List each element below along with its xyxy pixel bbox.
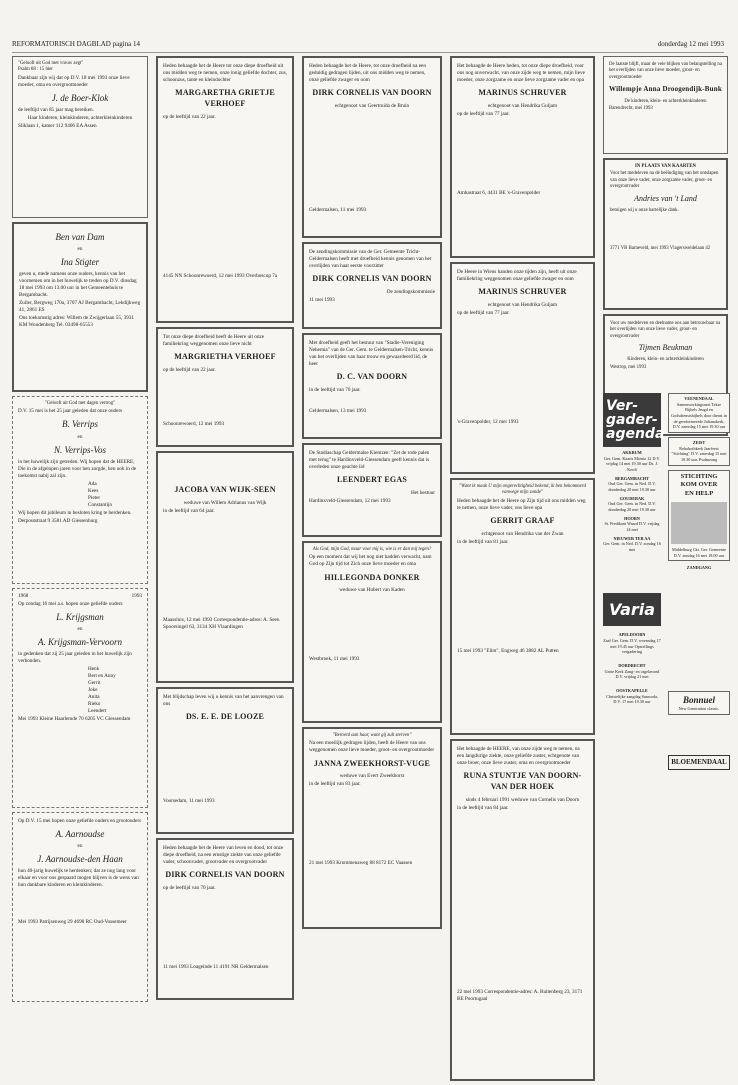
intro: Met blijdschap leven wij u kennis van het aanvrengen van ons xyxy=(163,694,284,708)
zandgang-heading: ZANDGANG xyxy=(686,565,712,571)
zeist-notice xyxy=(668,437,730,466)
notice-hillegonda-donker xyxy=(302,541,442,723)
notice-van-doorn-1 xyxy=(302,56,442,238)
name: Andries van 't Land xyxy=(634,193,697,203)
agenda-item xyxy=(603,476,661,493)
age: op de leeftijd van 77 jaar. xyxy=(457,309,510,316)
stichting-title-3: EN HELP xyxy=(684,490,714,498)
footer: Kinderen, klein- en achterkleinkinderen xyxy=(627,357,704,363)
apeldoorn-text: Zaal Ger. Gem. D.V. woensdag 17 mei 19.45 uur Opstellings vergadering xyxy=(603,638,661,655)
place: Schoonrewoerd, 12 mei 1993 xyxy=(163,420,225,427)
title: IN PLAATS VAN KAARTEN xyxy=(634,164,696,169)
address: Ons toekomstig adres: Willem de Zwijgerlaan 55, 3931 KM Woudenberg Tel. 03498-65553 xyxy=(19,315,134,329)
intro: De zendingskommissie van de Ger. Gemeente Tricht-Geldermalsen heeft met droefheid kennis genomen van het overlijden van haar eerste voorzitter xyxy=(309,249,432,270)
name1: L. Krijgsman xyxy=(56,612,104,623)
name2: J. Aarnoudse-den Haan xyxy=(37,854,123,865)
agenda-text: St. Predikant Waard D.V. vrijdag 14 mei xyxy=(604,521,660,533)
notice-schruver-1 xyxy=(450,56,595,258)
column-6 xyxy=(603,393,665,705)
name1: A. Aarnoudse xyxy=(55,829,105,840)
text: in gedenken dat zij 25 jaar geleden in het huwelijk zijn verbonden. xyxy=(18,651,132,665)
place: Westbroek, 11 mei 1993 xyxy=(309,656,360,663)
oostkapelle-heading: OOSTKAPELLE xyxy=(616,688,648,694)
intro: Heden behaagde het de Heere op Zijn tijd uit ons midden weg te nemen, onze lieve vader, ons lieve opa xyxy=(457,497,586,511)
place: Amhastraat 6, 4431 BE 's-Gravenpolder xyxy=(457,189,541,196)
name: MARINUS SCHRUVER xyxy=(478,88,567,98)
agenda-item xyxy=(603,516,661,533)
apeldoorn-item xyxy=(603,632,661,655)
subtitle: echtgenoot van Hendrika van der Zwan xyxy=(481,530,564,537)
intro: Voor uw medeleven en deelname ons aan betrouwbaar na het overlijden van onze lieve vader, groot- en overgrootvader xyxy=(610,321,721,339)
intro: Dankbaar zijn wij dat op D.V. 18 mei 1993 onze lieve moeder, oma en overgrootmoeder xyxy=(18,74,130,88)
place: 's-Gravenpolder, 12 mei 1993 xyxy=(457,418,519,425)
intro: Heden behaagde het de Heere van leven en dood, tot onze diepe droefheid, na een ernstige ziekte van onze geliefde vader, schoonvader, grootvader en overgrootvader xyxy=(163,845,284,866)
agenda-item xyxy=(603,496,661,513)
agenda-banner xyxy=(603,393,665,447)
footer: Het bestuur xyxy=(410,489,435,496)
name: DIRK CORNELIS VAN DOORN xyxy=(165,870,285,880)
text: geven u, mede namens onze ouders, kennis van het voornemen om in het huwelijk te treden op D.V. dinsdag 18 mei 1993 om 13.00 uur in het Gemeentehuis te Bergambacht. xyxy=(19,271,137,299)
name: JACOBA VAN WIJK-SEEN xyxy=(174,485,276,494)
notice-gerrit-graaf xyxy=(450,478,595,735)
notice-boer-klok xyxy=(12,56,148,218)
address: Mei 1993 Kleine Haarlemde 70 6205 VC Giessendam xyxy=(18,716,131,723)
intro: Na een moeilijk gedragen lijden, heeft de Heere van ons weggenomen onze lieve moeder, groot- en overgrootmoeder xyxy=(309,740,435,754)
zeist-text: Rehobothkerk Jaarfeest "Stichting" D.V. zaterdag 15 mei 19.30 uur, Psalmzang xyxy=(671,445,727,463)
en: en xyxy=(77,626,83,633)
age: op de leeftijd van 22 jaar. xyxy=(163,366,216,373)
place: Geldermalsen, 11 mei 1993 xyxy=(309,206,367,213)
stichting-title-2: KOM OVER xyxy=(680,481,718,489)
oostkapelle-text: Christelijke zangdag Sanwoda, D.V. 17 mei 19.30 uur xyxy=(606,693,658,705)
agenda-heading: BERGAMBACHT xyxy=(615,475,649,481)
text: hun 40-jarig huwelijk te herdenken; dat ze nog lang voor elkaar en voor ons gespaard mogen blijven is de wens van hun dankbare kinderen en kleinkinderen. xyxy=(18,868,139,889)
en: en xyxy=(77,433,83,440)
notice-van-doorn-van-der-hoek xyxy=(450,739,595,1081)
quote: "Want ik maak U mijn ongerechtigheid bekend, ik ben bekommerd vanwege mijn zonde" xyxy=(459,484,586,496)
kid: Gerrit xyxy=(88,680,101,687)
subtitle: weduwe van Evert Zweekhorst xyxy=(339,773,405,780)
name: HILLEGONDA DONKER xyxy=(324,572,420,582)
notice-leendert-egas xyxy=(302,443,442,537)
kid: Pieter xyxy=(88,494,101,501)
name2: Ina Stigter xyxy=(60,257,100,268)
bonnuel-ad xyxy=(668,691,730,715)
notice-van-doorn-3 xyxy=(156,838,294,1000)
address: Derpoutstraat 9 3581 AD Giessenburg xyxy=(18,517,98,524)
subtitle: weduwe van Willem Adrianus van Wijk xyxy=(183,499,267,506)
place: 3771 VB Barneveld, mei 1993 Vlagersweidelaan 42 xyxy=(610,246,711,252)
name: D. C. VAN DOORN xyxy=(336,372,408,382)
notice-de-looze xyxy=(156,687,294,834)
name1: B. Verrips xyxy=(62,419,98,430)
place: 4145 NN Schoonrewoerd, 12 mei 1993 Overboscop 7a xyxy=(163,272,278,279)
footer: Wij hopen dit jubileum in besloten kring te herdenken. xyxy=(18,509,132,516)
age: in de leeftijd van 84 jaar. xyxy=(457,804,509,811)
address: Mei 1993 Patrijsenweg 29 4698 RC Oud-Vossemeer xyxy=(18,919,127,926)
kid: Bert en Anny xyxy=(88,673,116,680)
notice-verrips xyxy=(12,396,148,584)
subtitle: echtgenoot van Hendrika Guljam xyxy=(487,102,557,109)
name: DS. E. E. DE LOOZE xyxy=(185,712,265,722)
intro: De Stadiaschap Geldermalse Kiemzee: "Zet de rode palen met terug" te Hardinxveld-Giessendam geeft kennis dat is overleden onze geachte lid xyxy=(309,450,430,471)
stichting-text: Middelburg Ckr. Ger. Gemeente D.V. zondag 16 mei 18.00 uur xyxy=(672,547,726,558)
bonnuel-name: Bonnuel xyxy=(682,695,715,706)
name: MARGARETHA GRIETJE VERHOEF xyxy=(175,88,275,108)
name: GERRIT GRAAF xyxy=(490,515,555,525)
header-right: donderdag 12 mei 1993 xyxy=(657,40,724,48)
intro: Op een moment dat wij het nog niet hadden verwacht, nam God op Zijn tijd tot Zich onze lieve moeder en oma xyxy=(309,554,432,568)
intro: De Heere in Wiens handen onze tijden zijn, heeft uit onze familiekring weggenomen onze geliefde zwager en oom xyxy=(457,269,577,283)
address: Sliklaan 1, kamer 112 9406 EA Assen xyxy=(18,123,97,130)
notice-verhoef-2 xyxy=(156,327,294,447)
place: Hardinxveld-Giessendam, 12 mei 1993 xyxy=(309,497,391,504)
agenda-text: Ger. Gem. Kaarts Mientz 12 D.V. vrijdag 14 mei 19.30 uur Ds. J. Kerdi xyxy=(603,455,661,473)
name: DIRK CORNELIS VAN DOORN xyxy=(312,88,432,98)
place: Barendrecht, mei 1993 xyxy=(609,106,653,112)
intro: Met droefheid geeft het bestuur van "Stadie-Vereniging Nehemia" van de Ger. Gem. te Geldermalsen-Tricht, kennis van het overlijden van haar trouw en gewaardeerd lid, de heer xyxy=(309,340,434,368)
subtitle: betuigen wij u onze hartelijke dank. xyxy=(610,207,679,213)
kid: Leendert xyxy=(88,708,107,715)
verse: Psalm 68 : 15 hier xyxy=(18,67,53,73)
subtitle: sinds 4 februari 1991 weduwe van Cornelis van Doorn xyxy=(465,796,580,803)
column-4 xyxy=(450,56,595,1085)
stichting-notice xyxy=(668,470,730,562)
notice-kaartjes xyxy=(603,158,728,310)
intro: De laatste blijft, maar de vele blijken van belangstelling na het overlijden van onze lieve moeder, groot- en overgrootmoeder xyxy=(609,62,722,80)
kid: Henk xyxy=(88,666,100,673)
age: op de leeftijd van 70 jaar. xyxy=(163,884,216,891)
place: Voorsedam, 11 mei 1993 xyxy=(163,797,215,804)
place: 21 mei 1993 Krommenaweg 88 8172 EC Vaassen xyxy=(309,860,413,867)
name: DIRK CORNELIS VAN DOORN xyxy=(312,274,432,284)
venendaal-text: Samenwerkingsnest Tekse Bijbels Jeugd en Godsdienstsbijbels door dienst in de gereformeerde Julianakerk, D.V. zaterdag 15 mei 19.30 uur xyxy=(671,401,727,430)
notice-schruver-2 xyxy=(450,262,595,474)
quote: Als God, mijn God, maar voor mij is, wie is er dan mij tegen? xyxy=(312,547,432,552)
notice-d-van-doorn xyxy=(302,333,442,439)
place: 22 mei 1993 Correspondentie-adres: A. Ruitenberg 23, 3171 BE Poortugaal xyxy=(457,988,583,1002)
name2: N. Verrips-Vos xyxy=(53,444,106,455)
notice-verhoef-1 xyxy=(156,56,294,323)
kid: Ada xyxy=(88,480,97,487)
intro: Voor het medeleven na de beëindiging van het ontslapen van onze lieve vader, onze zorgzame vader, groot- en overgrootvader xyxy=(610,171,719,190)
agenda-text: Ger. Gem. in Ned. D.V. zondag 16 mei xyxy=(603,541,661,553)
name: RUNA STUNTJE VAN DOORN-VAN DER HOEK xyxy=(463,771,582,791)
intro: Op D.V. 15 mei hopen onze geliefde ouders en grootouders xyxy=(18,818,142,824)
kid: Constantijn xyxy=(88,501,112,508)
venendaal-notice xyxy=(668,393,730,433)
agenda-text: Oud Ger. Gem. in Ned. D.V. donderdag 20 mei 19.30 uur xyxy=(608,501,656,513)
quote: "Gelooft uit God met dagen vertrog" xyxy=(44,401,116,406)
kid: Anita xyxy=(88,694,100,701)
age: op de leeftijd van 77 jaar. xyxy=(457,110,510,117)
zeist-title: ZEIST xyxy=(692,440,706,446)
age: in de leeftijd van 64 jaar. xyxy=(163,507,215,514)
dordrecht-item xyxy=(603,663,661,680)
column-1 xyxy=(12,56,148,1006)
agenda-heading: NIEUWER TER AA xyxy=(613,535,651,541)
name: MARGRIETHA VERHOEF xyxy=(174,352,276,362)
text: in het huwelijk zijn getreden. Wij hopen dat de HEERE, Die in de afgelopen jaren voor hen zorgde, hen ook in de toekomst nabij zal zijn. xyxy=(18,458,137,479)
column-7 xyxy=(668,393,730,770)
intro: Op zondag 16 mei a.s. hopen onze geliefde ouders xyxy=(18,601,123,608)
quote: "Beroerd aan haar, want gij zult sterven" xyxy=(332,733,412,738)
agenda-heading: HOORN xyxy=(624,515,640,521)
agenda-item xyxy=(603,450,661,473)
agenda-title-1: Ver- xyxy=(606,398,639,414)
place: 15 mei 1993 "Elim", Engweg 46 3882 AL Putten xyxy=(457,647,559,654)
date: Zuiler, Bergweg 170a, 3707 AJ Bergambacht, Lekdijkweg 41, 2861 ES xyxy=(19,300,141,314)
bloemendaal-logo: BLOEMENDAAL xyxy=(668,755,730,770)
intro: Heden behaagde het de Heere, tot onze droefheid na een geduldig gedragen lijden, uit ons midden weg te nemen, onze geliefde zwager en oom xyxy=(309,63,426,84)
dordrecht-text: Grote Kerk Zang- en orgelavond D.V. vrijdag 21 mei xyxy=(604,668,660,680)
oostkapelle-item xyxy=(603,688,661,705)
intro: Het behaagde de HEERE, van onze zijde weg te nemen, na een langdurige ziekte, onze geliefde zuster, echtgenote van onze broer, onze lieve zuster, oma en overgrootmoeder xyxy=(457,746,580,767)
dordrecht-heading: DORDRECHT xyxy=(618,663,646,669)
venendaal-title: VEENENDAAL xyxy=(684,396,714,401)
kid: Kees xyxy=(88,487,99,494)
age: de leeftijd van 85 jaar mag bereiken. xyxy=(18,107,94,114)
apeldoorn-heading: APELDOORN xyxy=(618,632,646,638)
notice-aarnoudse xyxy=(12,812,148,1002)
age: in de leeftijd van 83 jaar. xyxy=(309,781,361,788)
name: Willempje Anna Droogendijk-Bunk xyxy=(609,85,722,94)
name: Tijmen Beukman xyxy=(638,343,693,353)
year-start: 1968 xyxy=(18,593,29,599)
stichting-image xyxy=(671,502,727,544)
kid: Rieko xyxy=(88,701,101,708)
header-left: REFORMATORISCH DAGBLAD pagina 14 xyxy=(12,40,141,48)
footer: Haar kinderen, kleinkinderen, achterkleinkinderen xyxy=(27,115,133,122)
place: Geldermalsen, 13 mei 1993 xyxy=(309,407,367,414)
place: Westrop, mei 1993 xyxy=(610,364,647,370)
footer: De zendingskommissie xyxy=(386,288,435,295)
notice-van-wijk-seen xyxy=(156,451,294,683)
subtitle: echtgenoot van Hendrika Guljam xyxy=(487,301,557,308)
notice-krijgsman xyxy=(12,588,148,808)
name: MARINUS SCHRUVER xyxy=(478,287,567,297)
notice-van-doorn-2 xyxy=(302,242,442,329)
column-2 xyxy=(156,56,294,1004)
notice-bunk xyxy=(603,56,728,154)
subtitle: weduwe van Hubert van Kaden xyxy=(339,587,405,594)
intro: D.V. 15 mei is het 25 jaar geleden dat onze ouders xyxy=(18,408,123,415)
column-3 xyxy=(302,56,442,933)
place: 11 mei 1993 Loageinde 11 4191 NR Geldermalsen xyxy=(163,963,269,970)
quote: "Gelooft uit God met vrouw zegt" xyxy=(18,61,84,66)
intro: Tot onze diepe droefheid heeft de Heere uit onze familiekring weggenomen onze lieve nicht xyxy=(163,334,265,348)
stichting-title-1: STICHTING xyxy=(680,472,718,480)
notice-zweekhorst xyxy=(302,727,442,929)
intro: Het behaagde de Heere heden, tot onze diepe droefheid, voor ons nog onverwacht, van onze zijde weg te nemen, mijn lieve moeder, onze zorgzame en onze lieve zorgzame vader en opa xyxy=(457,63,585,84)
name: JANNA ZWEEKHORST-VUGE xyxy=(313,758,431,768)
name1: Ben van Dam xyxy=(55,232,105,242)
varia-banner: Varia xyxy=(603,593,661,627)
en: en xyxy=(77,843,83,850)
agenda-heading: GOUDERAK xyxy=(619,495,645,501)
kids-list xyxy=(18,666,142,715)
agenda-title-2: gader- xyxy=(606,412,658,428)
year-end: 1993 xyxy=(131,593,142,599)
notice-van-dam xyxy=(12,222,148,392)
kid: Joke xyxy=(88,687,98,694)
bonnuel-sub: New Generation classic. xyxy=(678,706,720,712)
en: en xyxy=(77,246,83,253)
name: J. de Boer-Klok xyxy=(51,92,109,103)
name2: A. Krijgsman-Vervoorn xyxy=(38,637,122,648)
age: in de leeftijd van 70 jaar. xyxy=(309,386,361,393)
name: LEENDERT EGAS xyxy=(337,475,407,485)
place: Maassluis, 12 mei 1993 Correspondentie-adres: A. Seen Spoorsingel 63, 3134 XH Vlaardingen xyxy=(163,616,280,630)
years xyxy=(18,593,142,600)
kids-list xyxy=(18,481,142,509)
agenda-title-3: agenda xyxy=(606,426,665,442)
page-header xyxy=(12,40,724,53)
place: 11 mei 1993 xyxy=(309,296,335,303)
footer: De kinderen, klein- en achterkleinkinderen xyxy=(624,98,707,104)
subtitle: echtgenoot van Geertruida de Bruin xyxy=(334,102,410,109)
agenda-item xyxy=(603,536,661,553)
agenda-text: Oud Ger. Gem. in Ned. D.V. donderdag 20 mei 19.30 uur xyxy=(608,481,656,493)
intro: Heden behaagde het de Heere tot onze diepe droefheid uit ons midden weg te nemen, onze innig geliefde dochter, zus, schoonzus, tante en kleindochter xyxy=(163,63,287,84)
age: op de leeftijd van 22 jaar. xyxy=(163,113,216,120)
column-5 xyxy=(603,56,728,440)
age: in de leeftijd van 81 jaar. xyxy=(457,538,509,545)
agenda-heading: AKKRUM xyxy=(622,450,642,455)
